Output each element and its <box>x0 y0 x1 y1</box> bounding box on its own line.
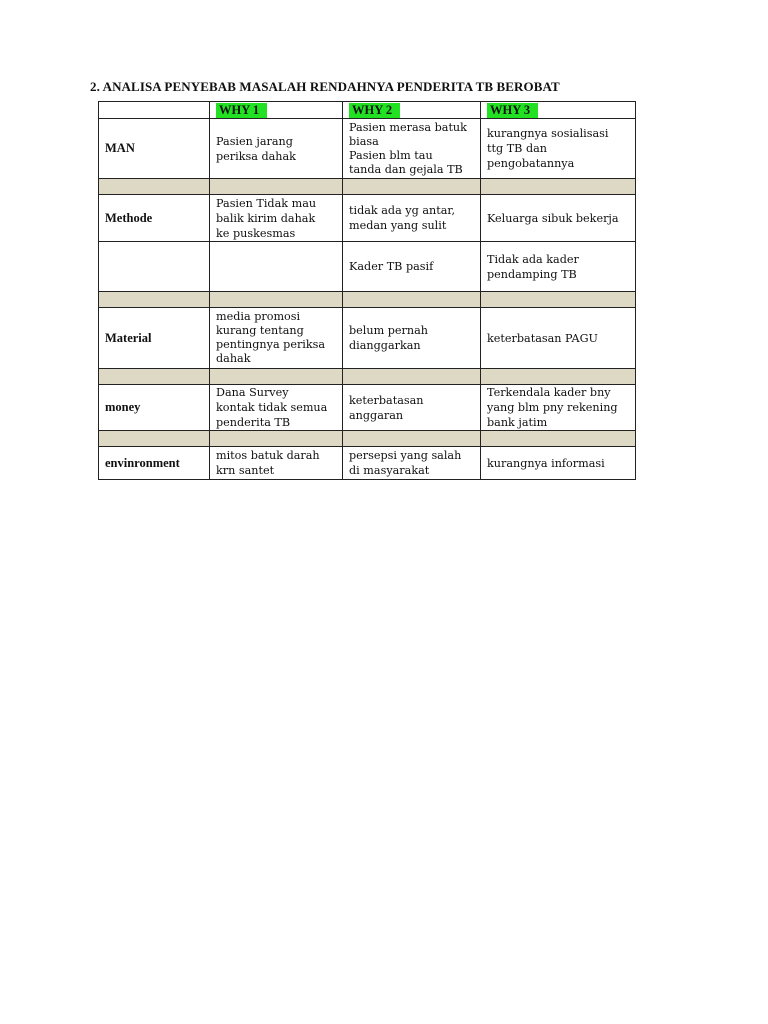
why2-header-label: WHY 2 <box>349 103 400 118</box>
why1-cell: media promosi kurang tentang pentingnya periksa dahak <box>210 308 343 369</box>
category-cell <box>99 242 210 292</box>
spacer-cell <box>210 431 343 447</box>
spacer-cell <box>99 431 210 447</box>
spacer-row <box>99 292 636 308</box>
spacer-cell <box>99 369 210 385</box>
why3-cell: Keluarga sibuk bekerja <box>481 195 636 242</box>
why1-cell: Dana Survey kontak tidak semua penderita TB <box>210 385 343 431</box>
why3-cell: keterbatasan PAGU <box>481 308 636 369</box>
table-header-row <box>99 102 636 119</box>
header-cell-category <box>99 102 210 119</box>
why3-header-label: WHY 3 <box>487 103 538 118</box>
why1-cell: Pasien jarang periksa dahak <box>210 119 343 179</box>
table-row-environment <box>99 447 636 480</box>
spacer-cell <box>210 292 343 308</box>
why2-cell: Kader TB pasif <box>343 242 481 292</box>
table-row-methode-continued <box>99 242 636 292</box>
why2-cell: Pasien merasa batuk biasa Pasien blm tau tanda dan gejala TB <box>343 119 481 179</box>
why2-cell: tidak ada yg antar, medan yang sulit <box>343 195 481 242</box>
why3-cell: Tidak ada kader pendamping TB <box>481 242 636 292</box>
spacer-cell <box>481 369 636 385</box>
spacer-cell <box>481 292 636 308</box>
header-cell-why1 <box>210 102 343 119</box>
spacer-cell <box>481 179 636 195</box>
why3-cell: Terkendala kader bny yang blm pny rekening bank jatim <box>481 385 636 431</box>
spacer-cell <box>99 179 210 195</box>
category-cell: MAN <box>99 119 210 179</box>
table-row-money <box>99 385 636 431</box>
why1-cell <box>210 242 343 292</box>
why2-cell: keterbatasan anggaran <box>343 385 481 431</box>
why2-cell: persepsi yang salah di masyarakat <box>343 447 481 480</box>
why-analysis-table <box>98 101 636 480</box>
table-row-material <box>99 308 636 369</box>
spacer-cell <box>481 431 636 447</box>
spacer-cell <box>210 179 343 195</box>
spacer-cell <box>343 292 481 308</box>
table-row-methode <box>99 195 636 242</box>
spacer-cell <box>210 369 343 385</box>
spacer-cell <box>343 179 481 195</box>
spacer-row <box>99 369 636 385</box>
spacer-row <box>99 179 636 195</box>
category-cell: Material <box>99 308 210 369</box>
spacer-row <box>99 431 636 447</box>
spacer-cell <box>99 292 210 308</box>
header-cell-why2 <box>343 102 481 119</box>
category-cell: Methode <box>99 195 210 242</box>
spacer-cell <box>343 431 481 447</box>
header-cell-why3 <box>481 102 636 119</box>
why3-cell: kurangnya sosialisasi ttg TB dan pengobatannya <box>481 119 636 179</box>
spacer-cell <box>343 369 481 385</box>
why2-cell: belum pernah dianggarkan <box>343 308 481 369</box>
page-title: 2. ANALISA PENYEBAB MASALAH RENDAHNYA PENDERITA TB BEROBAT <box>90 79 560 94</box>
why1-cell: Pasien Tidak mau balik kirim dahak ke puskesmas <box>210 195 343 242</box>
category-cell: money <box>99 385 210 431</box>
why1-header-label: WHY 1 <box>216 103 267 118</box>
why3-cell: kurangnya informasi <box>481 447 636 480</box>
why1-cell: mitos batuk darah krn santet <box>210 447 343 480</box>
category-cell: envinronment <box>99 447 210 480</box>
table-row-man <box>99 119 636 179</box>
